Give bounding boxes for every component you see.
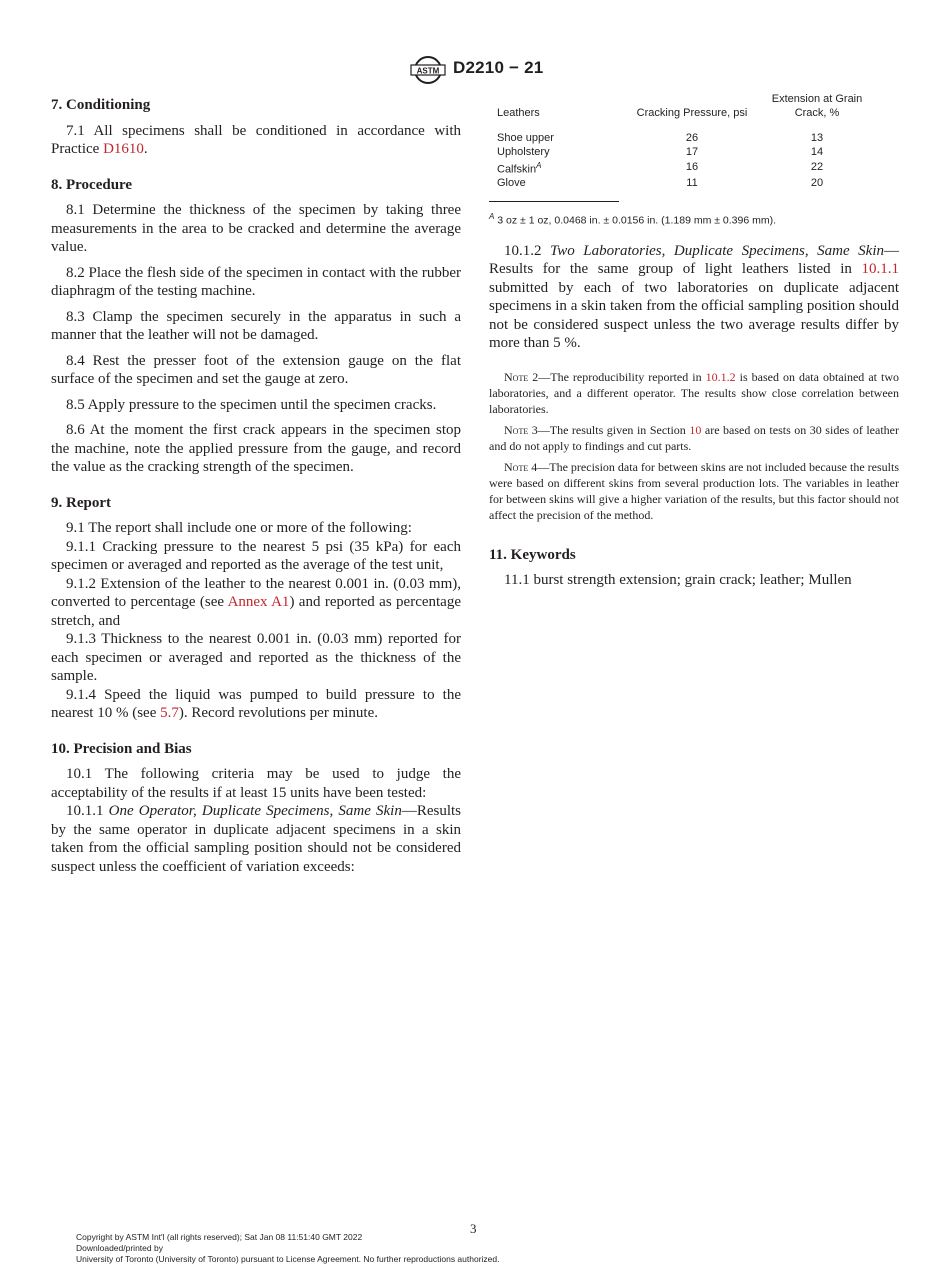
paragraph-9-1-3: 9.1.3 Thickness to the nearest 0.001 in. (0.03 mm) reported for each specimen or averaged and reported as the thickness of the sample. bbox=[51, 631, 461, 684]
paragraph-8-1: 8.1 Determine the thickness of the specimen by taking three measurements in the area to be cracked and determine the average value. bbox=[51, 202, 461, 255]
page-number: 3 bbox=[470, 1221, 477, 1236]
cell-pressure: 26 bbox=[685, 132, 699, 144]
note-2: Note 2—The reproducibility reported in 10.1.2 is based on data obtained at two laboratories, and a different operator. The results show close correlation between laboratories. bbox=[489, 369, 899, 416]
left-column bbox=[51, 92, 461, 876]
footer-line-copyright: Copyright by ASTM Int'l (all rights reserved); Sat Jan 08 11:51:40 GMT 2022 bbox=[76, 1232, 363, 1242]
cell-leather: Glove bbox=[497, 177, 526, 190]
footnote-divider bbox=[489, 201, 619, 202]
cell-pressure: 16 bbox=[685, 161, 699, 174]
table-footnote: $^A$ 3 oz ± 1 oz, 0.0468 in. ± 0.0156 in. (1.189 mm ± 0.396 mm). bbox=[489, 211, 777, 227]
cell-extension: 13 bbox=[810, 132, 824, 144]
link-10-1-2[interactable]: 10.1.2 bbox=[705, 369, 736, 384]
link-10-1-1[interactable]: 10.1.1 bbox=[861, 261, 899, 278]
section-9-heading: 9. Report bbox=[51, 494, 111, 511]
paragraph-8-5: 8.5 Apply pressure to the specimen until the specimen cracks. bbox=[66, 396, 437, 413]
note-3: Note 3—The results given in Section 10 are based on tests on 30 sides of leather and do not apply to findings and cut parts. bbox=[489, 422, 899, 453]
copyright-footer bbox=[76, 1232, 500, 1265]
cell-leather: Calfskin$^A$ bbox=[497, 161, 542, 176]
paragraph-8-4: 8.4 Rest the presser foot of the extension gauge on the flat surface of the specimen and set the gauge at zero. bbox=[51, 352, 461, 387]
cell-extension: 20 bbox=[810, 177, 824, 190]
right-column bbox=[489, 92, 899, 597]
table-row bbox=[497, 177, 867, 191]
paragraph-10-1-2: 10.1.2 Two Laboratories, Duplicate Specimens, Same Skin—Results for the same group of light leathers listed in 10.1.1 submitted by each of two laboratories on duplicate adjacent specimens in a skin taken from the official sampling position should not be considered suspect unless the two average results differ by more than 5 %. bbox=[489, 242, 900, 352]
section-7-heading: 7. Conditioning bbox=[51, 97, 151, 113]
column-header-leathers: Leathers bbox=[497, 107, 540, 119]
link-d1610[interactable]: D1610 bbox=[103, 141, 144, 157]
table-row bbox=[497, 159, 867, 177]
paragraph-8-2: 8.2 Place the flesh side of the specimen in contact with the rubber diaphragm of the testing machine. bbox=[51, 264, 461, 299]
paragraph-11-1: 11.1 burst strength extension; grain crack; leather; Mullen bbox=[504, 572, 852, 589]
paragraph-7-1: 7.1 All specimens shall be conditioned in accordance with Practice D1610. bbox=[51, 122, 461, 157]
logo-text: ASTM bbox=[416, 66, 440, 76]
link-annex-a1[interactable]: Annex A1 bbox=[227, 594, 290, 610]
table-row bbox=[497, 132, 867, 146]
footnote-marker: A bbox=[536, 161, 542, 170]
document-designation: D2210 − 21 bbox=[453, 58, 544, 77]
paragraph-9-1-4: 9.1.4 Speed the liquid was pumped to build pressure to the nearest 10 % (see 5.7). Record revolutions per minute. bbox=[51, 686, 461, 721]
astm-logo-icon bbox=[408, 56, 448, 84]
cell-leather: Shoe upper bbox=[497, 132, 554, 144]
cell-leather: Upholstery bbox=[497, 145, 550, 158]
section-8-heading: 8. Procedure bbox=[51, 176, 133, 193]
paragraph-8-6: 8.6 At the moment the first crack appears in the specimen stop the machine, note the applied pressure from the gauge, and record the value as the cracking strength of the specimen. bbox=[51, 422, 461, 475]
page-header bbox=[0, 56, 950, 86]
cell-pressure: 11 bbox=[686, 177, 698, 190]
precision-table bbox=[497, 92, 867, 191]
table-header-row bbox=[497, 92, 867, 132]
paragraph-10-1-1: 10.1.1 One Operator, Duplicate Specimens, Same Skin—Results by the same operator in duplicate adjacent specimens in a skin taken from the official sampling position should not be considered suspect unless the coefficient of variation exceeds: bbox=[51, 803, 462, 875]
section-10-heading: 10. Precision and Bias bbox=[51, 740, 192, 757]
link-5-7[interactable]: 5.7 bbox=[160, 705, 179, 721]
cell-pressure: 17 bbox=[685, 145, 699, 158]
column-header-extension: Extension at Grain Crack, % bbox=[771, 93, 863, 119]
column-header-cracking-pressure: Cracking Pressure, psi bbox=[636, 107, 748, 119]
paragraph-10-1: 10.1 The following criteria may be used to judge the acceptability of the results if at least 15 units have been tested: bbox=[51, 766, 461, 801]
paragraph-9-1-1: 9.1.1 Cracking pressure to the nearest 5 psi (35 kPa) for each specimen or averaged and reported as the average of the test unit, bbox=[51, 538, 461, 573]
cell-extension: 14 bbox=[810, 145, 824, 158]
link-section-10[interactable]: 10 bbox=[689, 422, 702, 437]
footer-line-downloaded: Downloaded/printed by bbox=[76, 1243, 163, 1253]
paragraph-9-1: 9.1 The report shall include one or more of the following: bbox=[66, 520, 412, 536]
note-4: Note 4—The precision data for between skins are not included because the results were based on different skins from several production lots. The variables in leather for between skins will give a higher variation of the results, but this factor should not affect the precision of the method. bbox=[489, 459, 899, 522]
footer-line-license: University of Toronto (University of Toronto) pursuant to License Agreement. No further reproductions authorized. bbox=[76, 1254, 500, 1264]
table-row bbox=[497, 146, 867, 160]
paragraph-9-1-2: 9.1.2 Extension of the leather to the nearest 0.001 in. (0.03 mm), converted to percentage (see Annex A1) and reported as percentage stretch, and bbox=[51, 575, 461, 629]
cell-extension: 22 bbox=[810, 161, 824, 174]
section-11-heading: 11. Keywords bbox=[489, 546, 576, 563]
paragraph-8-3: 8.3 Clamp the specimen securely in the apparatus in such a manner that the leather will not be damaged. bbox=[51, 308, 461, 343]
